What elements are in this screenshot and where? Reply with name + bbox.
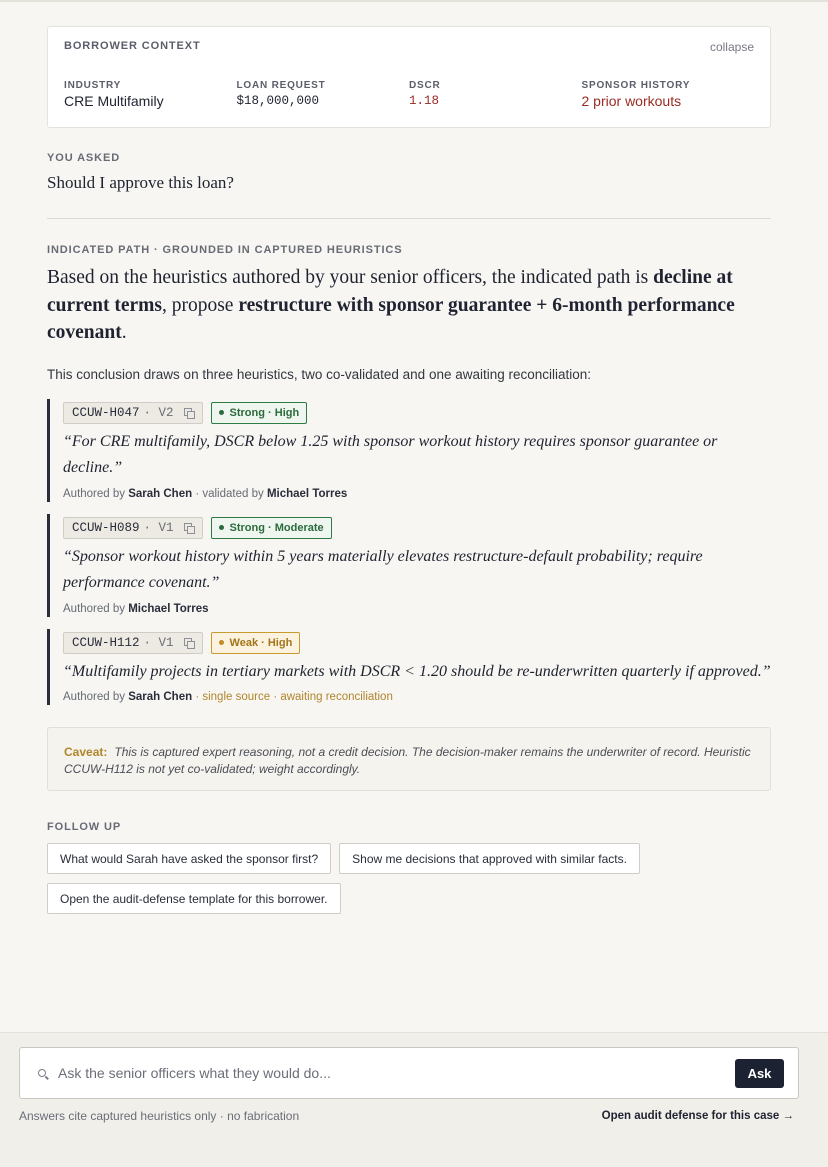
heuristic-header [63,632,771,654]
heuristic-id-chip[interactable] [63,517,203,539]
dot-icon [219,640,224,645]
follow-up-chips [47,843,687,914]
badge-label: Weak · High [229,636,293,649]
context-field-dscr [409,80,582,109]
question-section [47,152,771,193]
heuristic-version: · V2 [143,405,174,420]
field-value: $18,000,000 [236,94,320,108]
validated-by-label: · validated by [192,487,267,500]
follow-up-chip[interactable]: Open the audit-defense template for this borrower. [47,883,341,914]
path-text-part: , propose [161,294,239,316]
context-field-loan-request [237,80,410,109]
heuristic-id: CCUW-H112 [72,635,140,650]
copy-icon[interactable] [184,638,194,648]
follow-up-label: FOLLOW UP [47,821,122,833]
collapse-button[interactable]: collapse [709,40,754,54]
context-field-industry [64,80,237,109]
field-value: 1.18 [409,94,440,108]
field-value: CRE Multifamily [64,93,164,109]
ask-button[interactable]: Ask [735,1059,784,1088]
copy-icon[interactable] [184,523,194,533]
field-value: 2 prior workouts [581,93,682,109]
field-label: DSCR [409,80,441,91]
answer-section [47,244,771,705]
ask-footnote: Answers cite captured heuristics only · no fabrication [19,1109,300,1123]
ask-input[interactable] [58,1060,718,1086]
authored-by-label: Authored by [63,691,126,703]
copy-icon[interactable] [184,408,194,418]
indicated-path-label: INDICATED PATH · GROUNDED IN CAPTURED HEURISTICS [47,244,403,256]
section-divider [47,218,771,219]
heuristic-id: CCUW-H047 [72,405,140,420]
caveat-label: Caveat: [64,745,108,759]
path-decision: decline at current terms [47,267,733,316]
context-fields [64,80,754,109]
strength-badge [211,517,332,539]
dot-icon [219,410,224,415]
heuristic-attribution [63,603,771,617]
borrower-context-title: BORROWER CONTEXT [64,40,201,52]
caveat-box [47,727,771,791]
follow-up-chip[interactable]: Show me decisions that approved with similar facts. [339,843,640,874]
author-name: Sarah Chen [128,487,193,500]
badge-label: Strong · Moderate [229,521,324,534]
strength-badge [211,402,308,424]
badge-label: Strong · High [229,406,300,419]
heuristic-quote: “Sponsor workout history within 5 years materially elevates restructure-default probability; require performance covenant.” [63,547,703,591]
heuristic-card [47,514,771,617]
path-proposal: restructure with sponsor guarantee + 6-month performance covenant [47,294,735,343]
main-content [47,26,771,914]
heuristic-quote: “For CRE multifamily, DSCR below 1.25 with sponsor workout history requires sponsor guarantee or decline.” [63,432,718,476]
authored-by-label: Authored by [63,602,126,615]
heuristic-header [63,517,771,539]
borrower-context-card [47,26,771,128]
field-label: INDUSTRY [64,80,122,91]
heuristic-id-chip[interactable] [63,632,203,654]
author-name: Michael Torres [128,602,209,615]
heuristic-attribution [63,488,771,502]
ask-bar [0,1032,828,1167]
heuristics-intro: This conclusion draws on three heuristics, two co-validated and one awaiting reconciliation: [47,366,592,382]
you-asked-label: YOU ASKED [47,152,121,164]
dot-icon [219,525,224,530]
heuristic-quote: “Multifamily projects in tertiary markets with DSCR < 1.20 should be re-underwritten quarterly if approved.” [63,662,771,680]
path-text-part: Based on the heuristics authored by your senior officers, the indicated path is [47,267,654,288]
heuristic-version: · V1 [143,520,174,535]
user-question: Should I approve this loan? [47,173,234,192]
strength-badge [211,632,301,654]
validator-name: Michael Torres [266,487,348,500]
heuristic-card [47,629,771,706]
heuristic-version: · V1 [143,635,174,650]
field-label: LOAN REQUEST [236,80,326,91]
heuristic-id-chip[interactable] [63,402,203,424]
context-field-sponsor-history [582,80,755,109]
search-icon [38,1069,48,1079]
ask-box [19,1047,799,1099]
follow-up-chip[interactable]: What would Sarah have asked the sponsor first? [47,843,331,874]
path-text-part: . [121,322,127,343]
indicated-path-text [47,264,771,347]
heuristic-attribution [63,691,771,705]
audit-defense-link[interactable]: Open audit defense for this case → [601,1110,794,1122]
reconciliation-note: · single source · awaiting reconciliation [192,691,393,703]
heuristic-id: CCUW-H089 [72,520,140,535]
authored-by-label: Authored by [63,487,126,500]
caveat-text: This is captured expert reasoning, not a credit decision. The decision-maker remains the underwriter of record. Heuristic CCUW-H112 is not yet co-validated; weight accordingly. [64,745,751,776]
top-divider [0,0,828,2]
field-label: SPONSOR HISTORY [581,80,691,91]
author-name: Sarah Chen [128,691,193,703]
heuristic-card [47,399,771,502]
heuristic-header [63,402,771,424]
follow-up-section [47,821,771,914]
